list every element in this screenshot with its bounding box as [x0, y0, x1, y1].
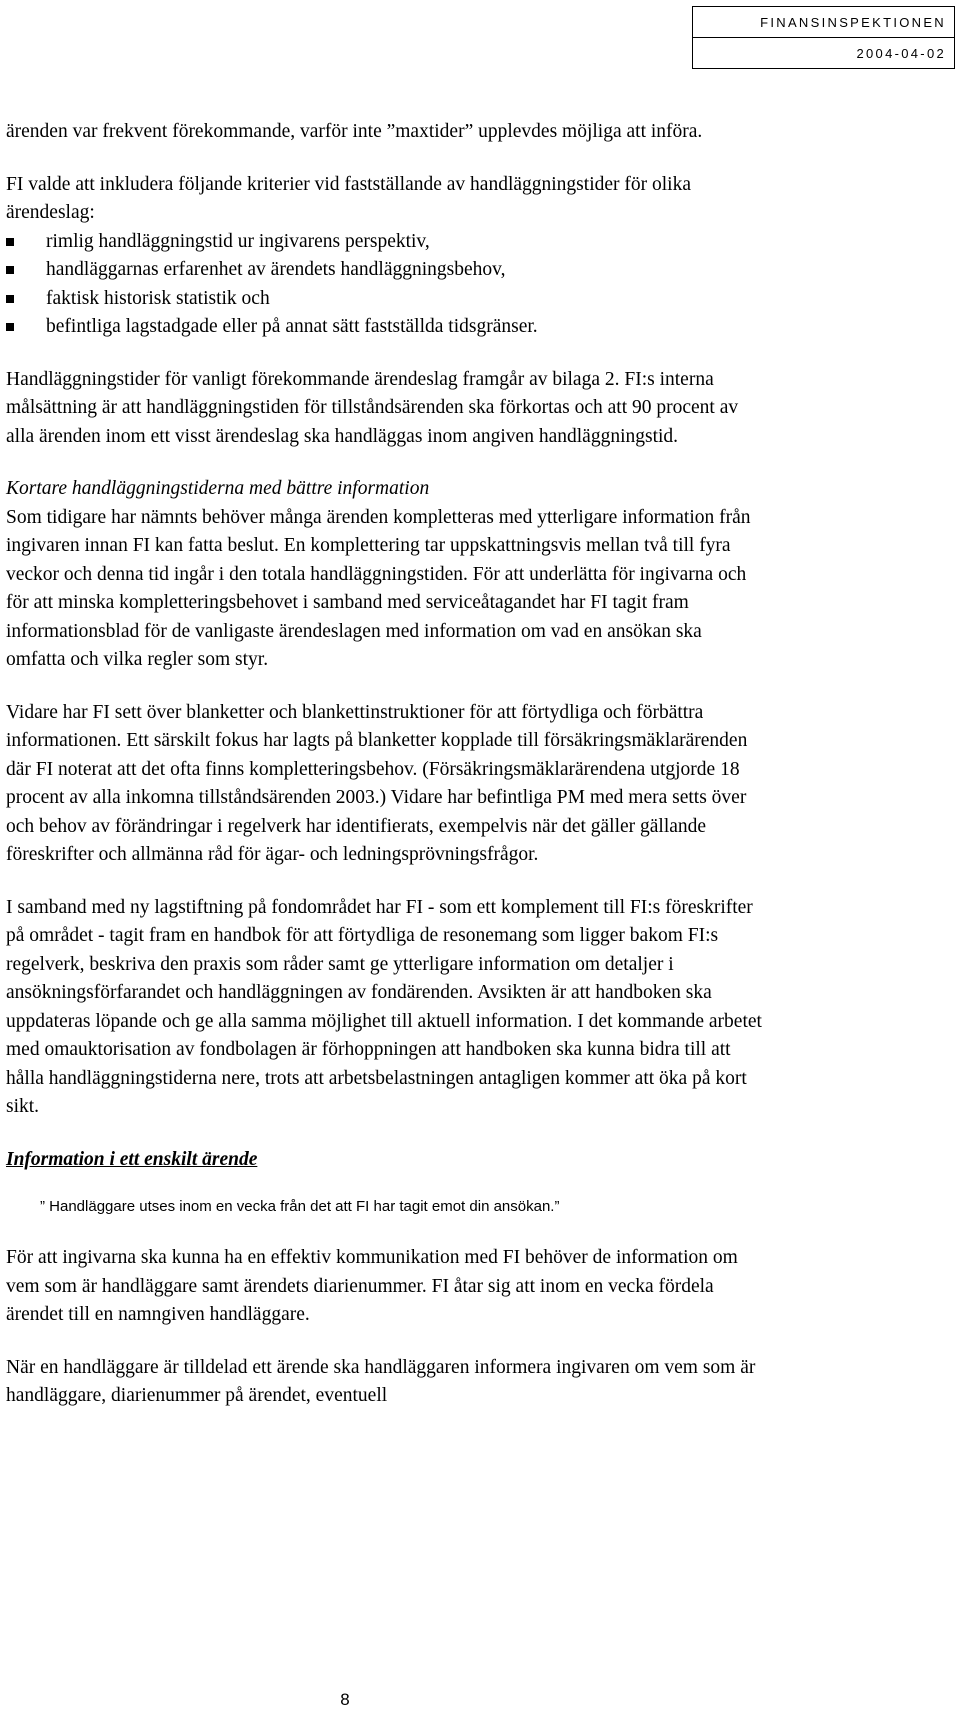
paragraph-kortare: Som tidigare har nämnts behöver många ärenden kompletteras med ytterligare information från ingivaren innan FI kan fatta beslut. En komplettering tar uppskattningsvis mellan två till fyra veckor och denna tid ingår i den totala handläggningstiden. För att underlätta för ingivarna och för att minska kompletteringsbehovet i samband med serviceåtagandet har FI tagit fram informationsblad för de vanligaste ärendeslagen med information om vad en ansökan ska omfatta och vilka regler som styr.	[6, 506, 751, 670]
paragraph-tilldelad: När en handläggare är tilldelad ett ärende ska handläggaren informera ingivaren om vem som är handläggare, diarienummer på ärendet, eventuell	[6, 1356, 756, 1406]
criteria-item: befintliga lagstadgade eller på annat sätt fastställda tidsgränser.	[6, 313, 766, 342]
paragraph-effektiv: För att ingivarna ska kunna ha en effektiv kommunikation med FI behöver de information om vem som är handläggare samt ärendets diarienummer. FI åtar sig att inom en vecka fördela ärendet till en namngiven handläggare.	[6, 1247, 738, 1325]
quote: ” Handläggare utses inom en vecka från det att FI har tagit emot din ansökan.”	[40, 1198, 560, 1215]
criteria-item: rimlig handläggningstid ur ingivarens perspektiv,	[6, 228, 766, 257]
paragraph-intro: ärenden var frekvent förekommande, varför inte ”maxtider” upplevdes möjliga att införa.	[6, 121, 703, 142]
paragraph-vidare: Vidare har FI sett över blanketter och blankettinstruktioner för att förtydliga och förbättra informationen. Ett särskilt fokus har lagts på blanketter kopplade till försäkringsmäklarärenden där FI noterat att det ofta finns kompletteringsbehov. (Försäkringsmäklarärendena utgjorde 18 procent av alla inkomna tillståndsärenden 2003.) Vidare har befintliga PM med mera setts över och behov av förändringar i regelverk har identifierats, exempelvis när det gäller gällande föreskrifter och allmänna råd för ägar- och ledningsprövningsfrågor.	[6, 701, 748, 865]
subheading-kortare: Kortare handläggningstiderna med bättre information	[6, 478, 430, 499]
paragraph-samband: I samband med ny lagstiftning på fondområdet har FI - som ett komplement till FI:s föreskrifter på området - tagit fram en handbok för att förtydliga de resonemang som ligger bakom FI:s regelverk, beskriva den praxis som råder samt ge ytterligare information om detaljer i ansökningsförfarandet och handläggningen av fondärenden. Avsikten är att handboken ska uppdateras löpande och ge alla samma möjlighet till aktuell information. I det kommande arbetet med omauktorisation av fondbolagen är förhoppningen att handboken ska kunna bidra till att hålla handläggningstiderna nere, trots att arbetsbelastningen antagligen kommer att öka på kort sikt.	[6, 896, 762, 1117]
section-heading: Information i ett enskilt ärende	[6, 1148, 258, 1170]
paragraph-handlaggningstider: Handläggningstider för vanligt förekommande ärendeslag framgår av bilaga 2. FI:s interna målsättning är att handläggningstiden för tillståndsärenden ska förkortas och att 90 procent av alla ärenden inom ett visst ärendeslag ska handläggas inom angiven handläggningstid.	[6, 368, 739, 447]
document-header	[692, 6, 955, 69]
criteria-list	[6, 228, 766, 342]
criteria-block	[6, 171, 766, 342]
header-date: 2004-04-02	[856, 46, 946, 61]
criteria-item: handläggarnas erfarenhet av ärendets handläggningsbehov,	[6, 256, 766, 285]
header-organization: FINANSINSPEKTIONEN	[693, 7, 954, 38]
criteria-item: faktisk historisk statistik och	[6, 285, 766, 314]
criteria-intro: FI valde att inkludera följande kriterier vid fastställande av handläggningstider för olika ärendeslag:	[6, 173, 691, 223]
page-number: 8	[340, 1690, 350, 1709]
kortare-section	[6, 475, 766, 675]
document-body	[6, 118, 766, 1435]
